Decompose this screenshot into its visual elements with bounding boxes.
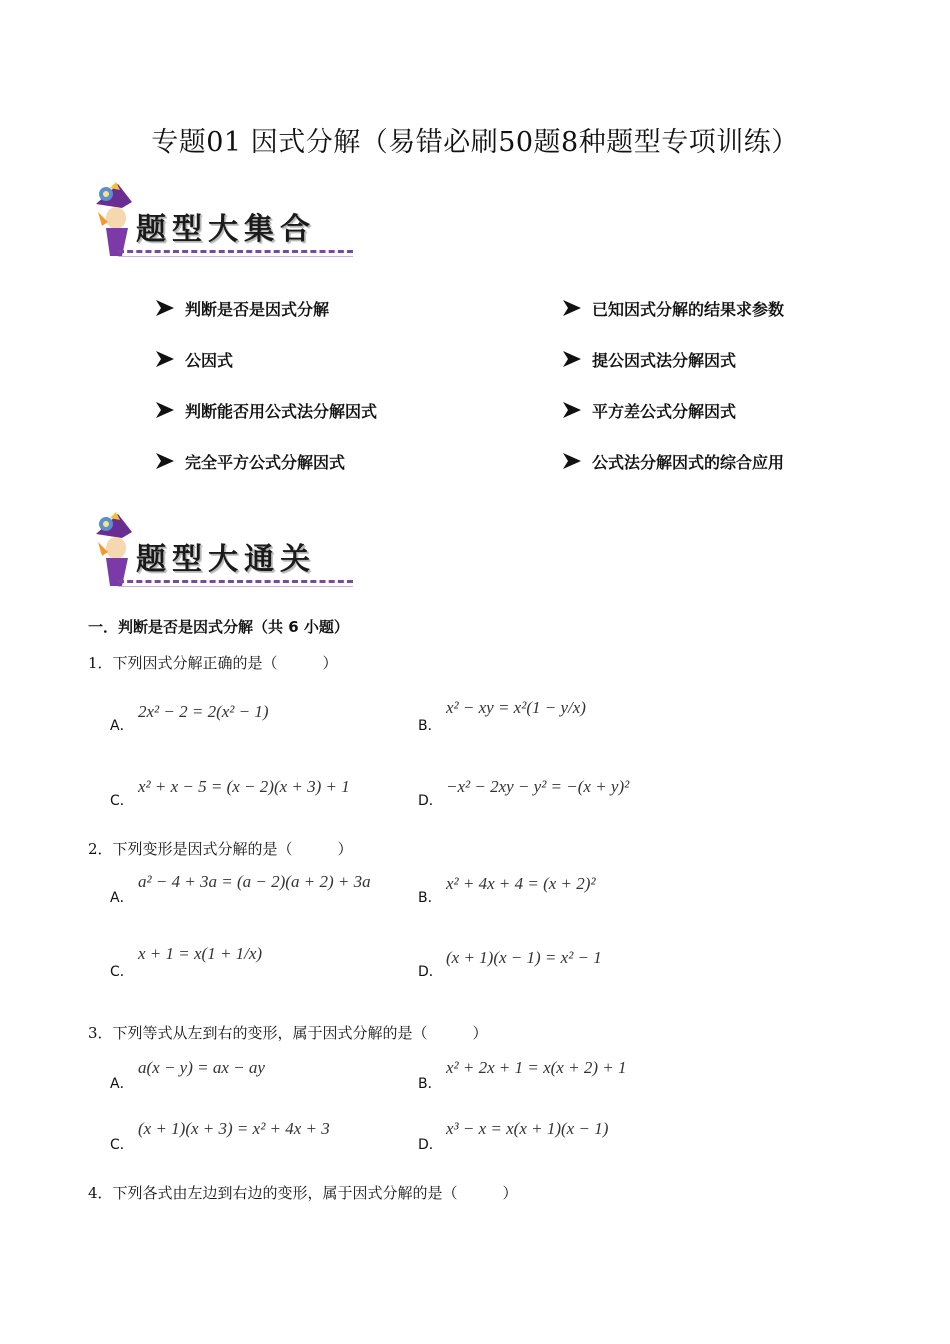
math-expression: x² + x − 5 = (x − 2)(x + 3) + 1 (138, 777, 350, 796)
banner-underline (118, 580, 353, 583)
banner-underline (118, 250, 353, 253)
question-stem: 2．下列变形是因式分解的是（ ） (88, 840, 353, 858)
arrow-bullet-icon (562, 350, 582, 372)
banner-underline-shadow (118, 256, 353, 257)
question-stem: 4．下列各式由左边到右边的变形，属于因式分解的是（ ） (88, 1184, 518, 1202)
banner-question-practice (88, 512, 358, 594)
math-expression: 2x² − 2 = 2(x² − 1) (138, 702, 269, 721)
page-title: 专题01 因式分解（易错必刷50题8种题型专项训练） (151, 127, 799, 158)
banner-label: 题型大集合 (136, 212, 316, 247)
math-expression: (x + 1)(x − 1) = x² − 1 (446, 948, 602, 967)
arrow-bullet-icon (155, 452, 175, 474)
arrow-bullet-icon (562, 401, 582, 423)
section-heading: 一．判断是否是因式分解（共 6 小题） (88, 618, 349, 636)
topic-item: 公式法分解因式的综合应用 (562, 450, 784, 474)
topic-item: 公因式 (155, 348, 233, 372)
math-expression: x³ − x = x(x + 1)(x − 1) (446, 1119, 609, 1138)
math-expression: x² − xy = x²(1 − y/x) (446, 698, 586, 717)
arrow-bullet-icon (562, 452, 582, 474)
topic-item: 平方差公式分解因式 (562, 399, 736, 423)
banner-question-types (88, 182, 358, 264)
topic-item: 提公因式法分解因式 (562, 348, 736, 372)
arrow-bullet-icon (155, 401, 175, 423)
math-expression: x + 1 = x(1 + 1/x) (138, 944, 263, 963)
math-expression: x² + 4x + 4 = (x + 2)² (446, 874, 596, 893)
math-expression: a² − 4 + 3a = (a − 2)(a + 2) + 3a (138, 872, 371, 891)
topic-item: 判断是否是因式分解 (155, 297, 329, 321)
math-expression: x² + 2x + 1 = x(x + 2) + 1 (446, 1058, 627, 1077)
arrow-bullet-icon (155, 350, 175, 372)
math-expression: a(x − y) = ax − ay (138, 1058, 265, 1077)
topic-item: 判断能否用公式法分解因式 (155, 399, 377, 423)
math-expression: (x + 1)(x + 3) = x² + 4x + 3 (138, 1119, 330, 1138)
question-stem: 3．下列等式从左到右的变形，属于因式分解的是（ ） (88, 1024, 488, 1042)
arrow-bullet-icon (562, 299, 582, 321)
math-expression: −x² − 2xy − y² = −(x + y)² (446, 777, 630, 796)
topic-item: 完全平方公式分解因式 (155, 450, 345, 474)
banner-underline-shadow (118, 586, 353, 587)
question-stem: 1．下列因式分解正确的是（ ） (88, 654, 338, 672)
arrow-bullet-icon (155, 299, 175, 321)
topic-item: 已知因式分解的结果求参数 (562, 297, 784, 321)
banner-label: 题型大通关 (136, 542, 316, 577)
